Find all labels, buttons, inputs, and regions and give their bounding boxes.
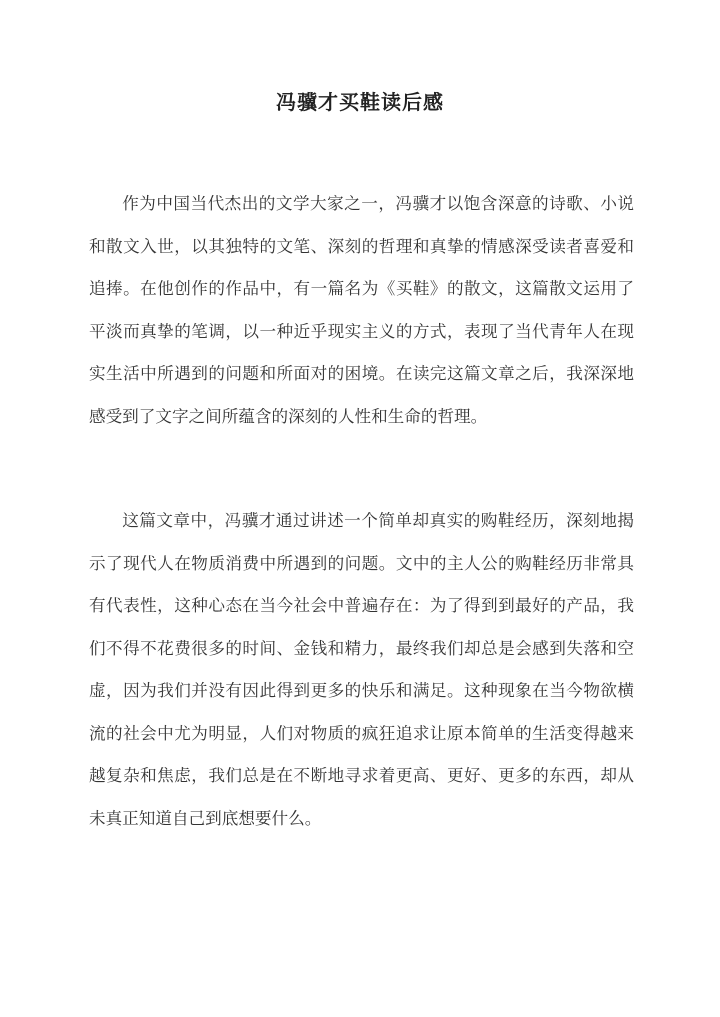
document-title: 冯骥才买鞋读后感 xyxy=(276,90,444,114)
paragraph-2: 这篇文章中，冯骥才通过讲述一个简单却真实的购鞋经历，深刻地揭示了现代人在物质消费中所遇到的问题。文中的主人公的购鞋经历非常具有代表性，这种心态在当今社会中普遍存在：为了得到到最好的产品，我们不得不花费很多的时间、金钱和精力，最终我们却总是会感到失落和空虚，因为我们并没有因此得到更多的快乐和满足。这种现象在当今物欲横流的社会中尤为明显，人们对物质的疯狂追求让原本简单的生活变得越来越复杂和焦虑，我们总是在不断地寻求着更高、更好、更多的东西，却从未真正知道自己到底想要什么。 xyxy=(89,511,634,828)
paragraph-1: 作为中国当代杰出的文学大家之一，冯骥才以饱含深意的诗歌、小说和散文入世，以其独特的文笔、深刻的哲理和真挚的情感深受读者喜爱和追捧。在他创作的作品中，有一篇名为《买鞋》的散文，这篇散文运用了平淡而真挚的笔调，以一种近乎现实主义的方式，表现了当代青年人在现实生活中所遇到的问题和所面对的困境。在读完这篇文章之后，我深深地感受到了文字之间所蕴含的深刻的人性和生命的哲理。 xyxy=(89,194,634,426)
